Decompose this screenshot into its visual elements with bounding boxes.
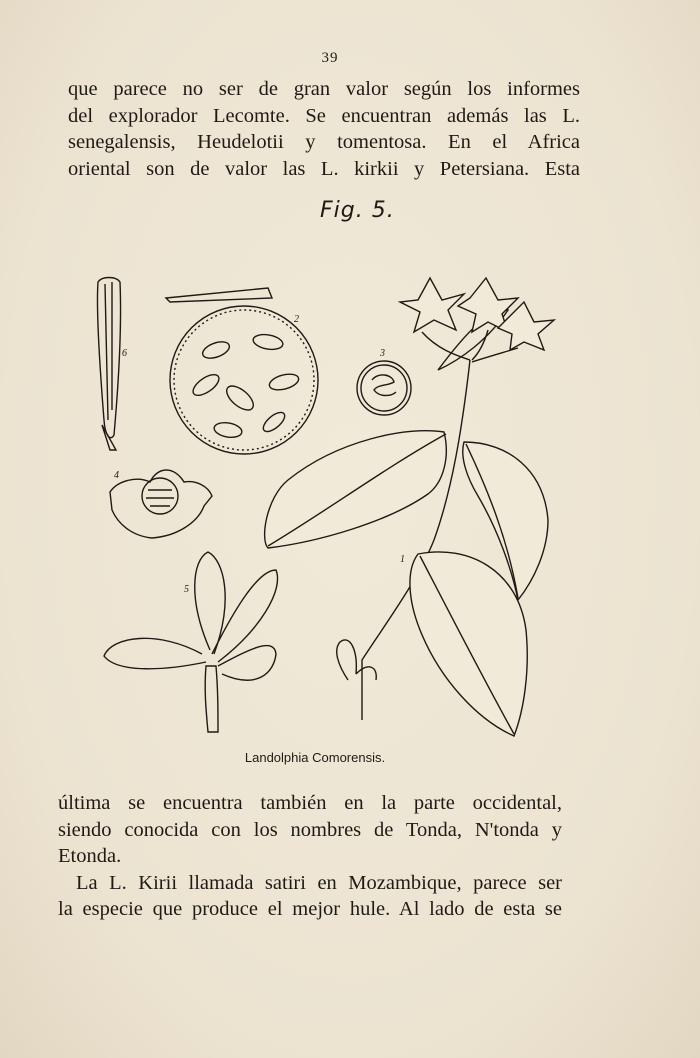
flower-section-drawing bbox=[110, 470, 212, 538]
text-line: oriental son de valor las L. kirkii y Petersiana. Esta bbox=[68, 157, 580, 180]
figure-label: Fig. 5. bbox=[320, 198, 395, 223]
text-line: última se encuentra también en la parte occidental, bbox=[58, 792, 562, 814]
part-number-6: 6 bbox=[122, 348, 127, 359]
part-number-1: 1 bbox=[400, 554, 405, 565]
flowering-branch-drawing bbox=[265, 278, 554, 736]
text-line: la especie que produce el mejor hule. Al lado de esta se bbox=[58, 898, 562, 920]
bottom-paragraph bbox=[58, 790, 562, 923]
top-paragraph bbox=[68, 76, 580, 182]
text-line: siendo conocida con los nombres de Tonda, N'tonda y bbox=[58, 818, 562, 841]
seed-section-drawing bbox=[357, 348, 411, 415]
text-line: Etonda. bbox=[58, 845, 122, 867]
text-line: que parece no ser de gran valor según los informes bbox=[68, 78, 580, 100]
flower-tube-drawing bbox=[97, 278, 127, 451]
botanical-illustration bbox=[88, 270, 568, 740]
text-line: La L. Kirii llamada satiri en Mozambique, parece ser bbox=[76, 871, 562, 894]
flower-cluster-drawing bbox=[400, 278, 554, 362]
part-number-3: 3 bbox=[380, 348, 385, 359]
part-number-5: 5 bbox=[184, 584, 189, 595]
part-number-2: 2 bbox=[294, 314, 299, 325]
page-number: 39 bbox=[321, 50, 339, 66]
part-number-4: 4 bbox=[114, 470, 119, 481]
text-line: senegalensis, Heudelotii y tomentosa. En el Africa bbox=[68, 131, 580, 153]
fruit-section-drawing bbox=[166, 288, 318, 454]
text-line: del explorador Lecomte. Se encuentran además las L. bbox=[68, 104, 580, 127]
figure-caption: Landolphia Comorensis. bbox=[244, 750, 386, 765]
open-corolla-drawing bbox=[104, 552, 278, 732]
